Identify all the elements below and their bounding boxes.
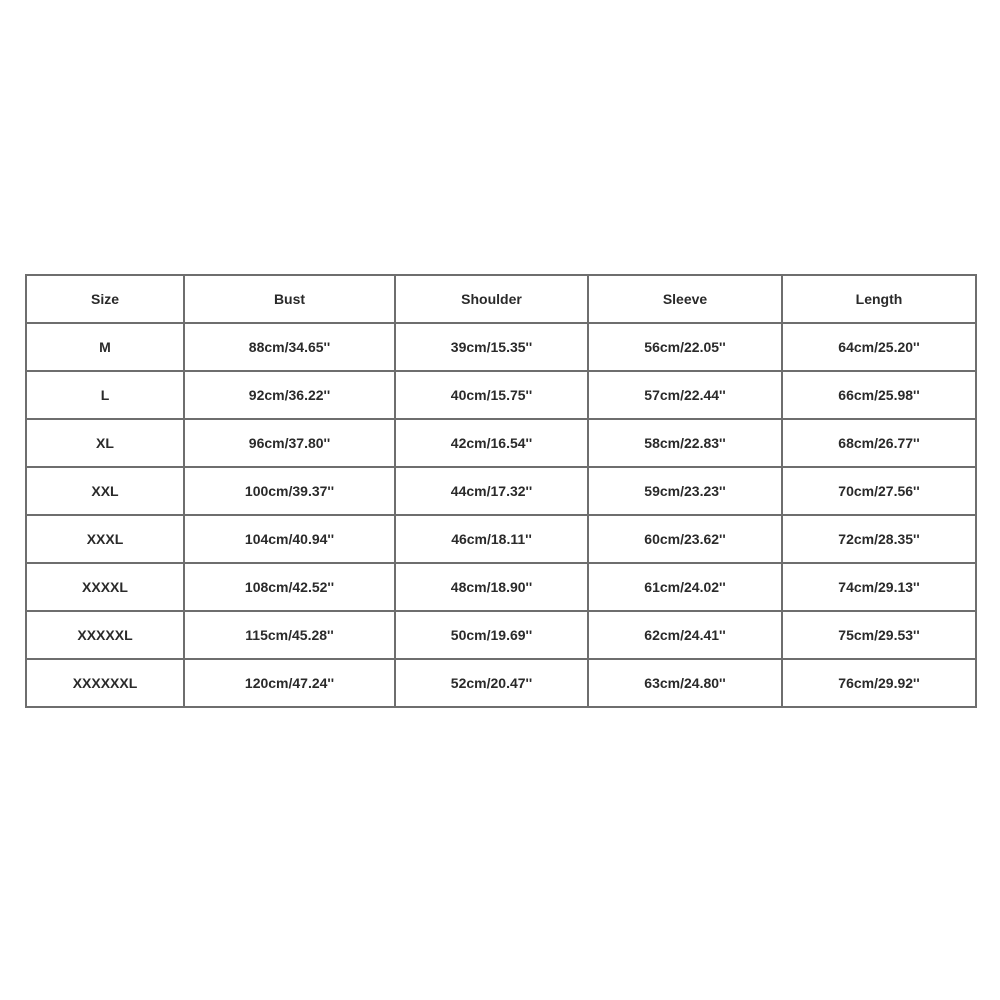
- table-row: [26, 515, 976, 563]
- sleeve-cell: 58cm/22.83'': [588, 419, 782, 467]
- bust-cell: 108cm/42.52'': [184, 563, 395, 611]
- size-cell: M: [26, 323, 184, 371]
- shoulder-cell: 44cm/17.32'': [395, 467, 588, 515]
- bust-cell: 88cm/34.65'': [184, 323, 395, 371]
- sleeve-cell: 56cm/22.05'': [588, 323, 782, 371]
- shoulder-cell: 42cm/16.54'': [395, 419, 588, 467]
- bust-cell: 96cm/37.80'': [184, 419, 395, 467]
- shoulder-cell: 46cm/18.11'': [395, 515, 588, 563]
- table-row: [26, 611, 976, 659]
- column-header-length: Length: [782, 275, 976, 323]
- size-cell: XXXXXL: [26, 611, 184, 659]
- size-cell: XXL: [26, 467, 184, 515]
- shoulder-cell: 40cm/15.75'': [395, 371, 588, 419]
- length-cell: 64cm/25.20'': [782, 323, 976, 371]
- length-cell: 76cm/29.92'': [782, 659, 976, 707]
- length-cell: 68cm/26.77'': [782, 419, 976, 467]
- bust-cell: 104cm/40.94'': [184, 515, 395, 563]
- size-cell: XXXL: [26, 515, 184, 563]
- bust-cell: 115cm/45.28'': [184, 611, 395, 659]
- shoulder-cell: 48cm/18.90'': [395, 563, 588, 611]
- sleeve-cell: 63cm/24.80'': [588, 659, 782, 707]
- size-cell: XL: [26, 419, 184, 467]
- size-chart-table: [25, 274, 977, 708]
- length-cell: 72cm/28.35'': [782, 515, 976, 563]
- column-header-sleeve: Sleeve: [588, 275, 782, 323]
- length-cell: 74cm/29.13'': [782, 563, 976, 611]
- size-cell: L: [26, 371, 184, 419]
- bust-cell: 120cm/47.24'': [184, 659, 395, 707]
- size-cell: XXXXL: [26, 563, 184, 611]
- shoulder-cell: 50cm/19.69'': [395, 611, 588, 659]
- bust-cell: 100cm/39.37'': [184, 467, 395, 515]
- length-cell: 66cm/25.98'': [782, 371, 976, 419]
- length-cell: 70cm/27.56'': [782, 467, 976, 515]
- column-header-size: Size: [26, 275, 184, 323]
- table-row: [26, 659, 976, 707]
- column-header-bust: Bust: [184, 275, 395, 323]
- header-row: [26, 275, 976, 323]
- shoulder-cell: 52cm/20.47'': [395, 659, 588, 707]
- size-cell: XXXXXXL: [26, 659, 184, 707]
- sleeve-cell: 62cm/24.41'': [588, 611, 782, 659]
- table-row: [26, 371, 976, 419]
- column-header-shoulder: Shoulder: [395, 275, 588, 323]
- sleeve-cell: 59cm/23.23'': [588, 467, 782, 515]
- sleeve-cell: 60cm/23.62'': [588, 515, 782, 563]
- sleeve-cell: 61cm/24.02'': [588, 563, 782, 611]
- length-cell: 75cm/29.53'': [782, 611, 976, 659]
- shoulder-cell: 39cm/15.35'': [395, 323, 588, 371]
- table-row: [26, 323, 976, 371]
- table-row: [26, 563, 976, 611]
- bust-cell: 92cm/36.22'': [184, 371, 395, 419]
- sleeve-cell: 57cm/22.44'': [588, 371, 782, 419]
- table-row: [26, 419, 976, 467]
- table-row: [26, 467, 976, 515]
